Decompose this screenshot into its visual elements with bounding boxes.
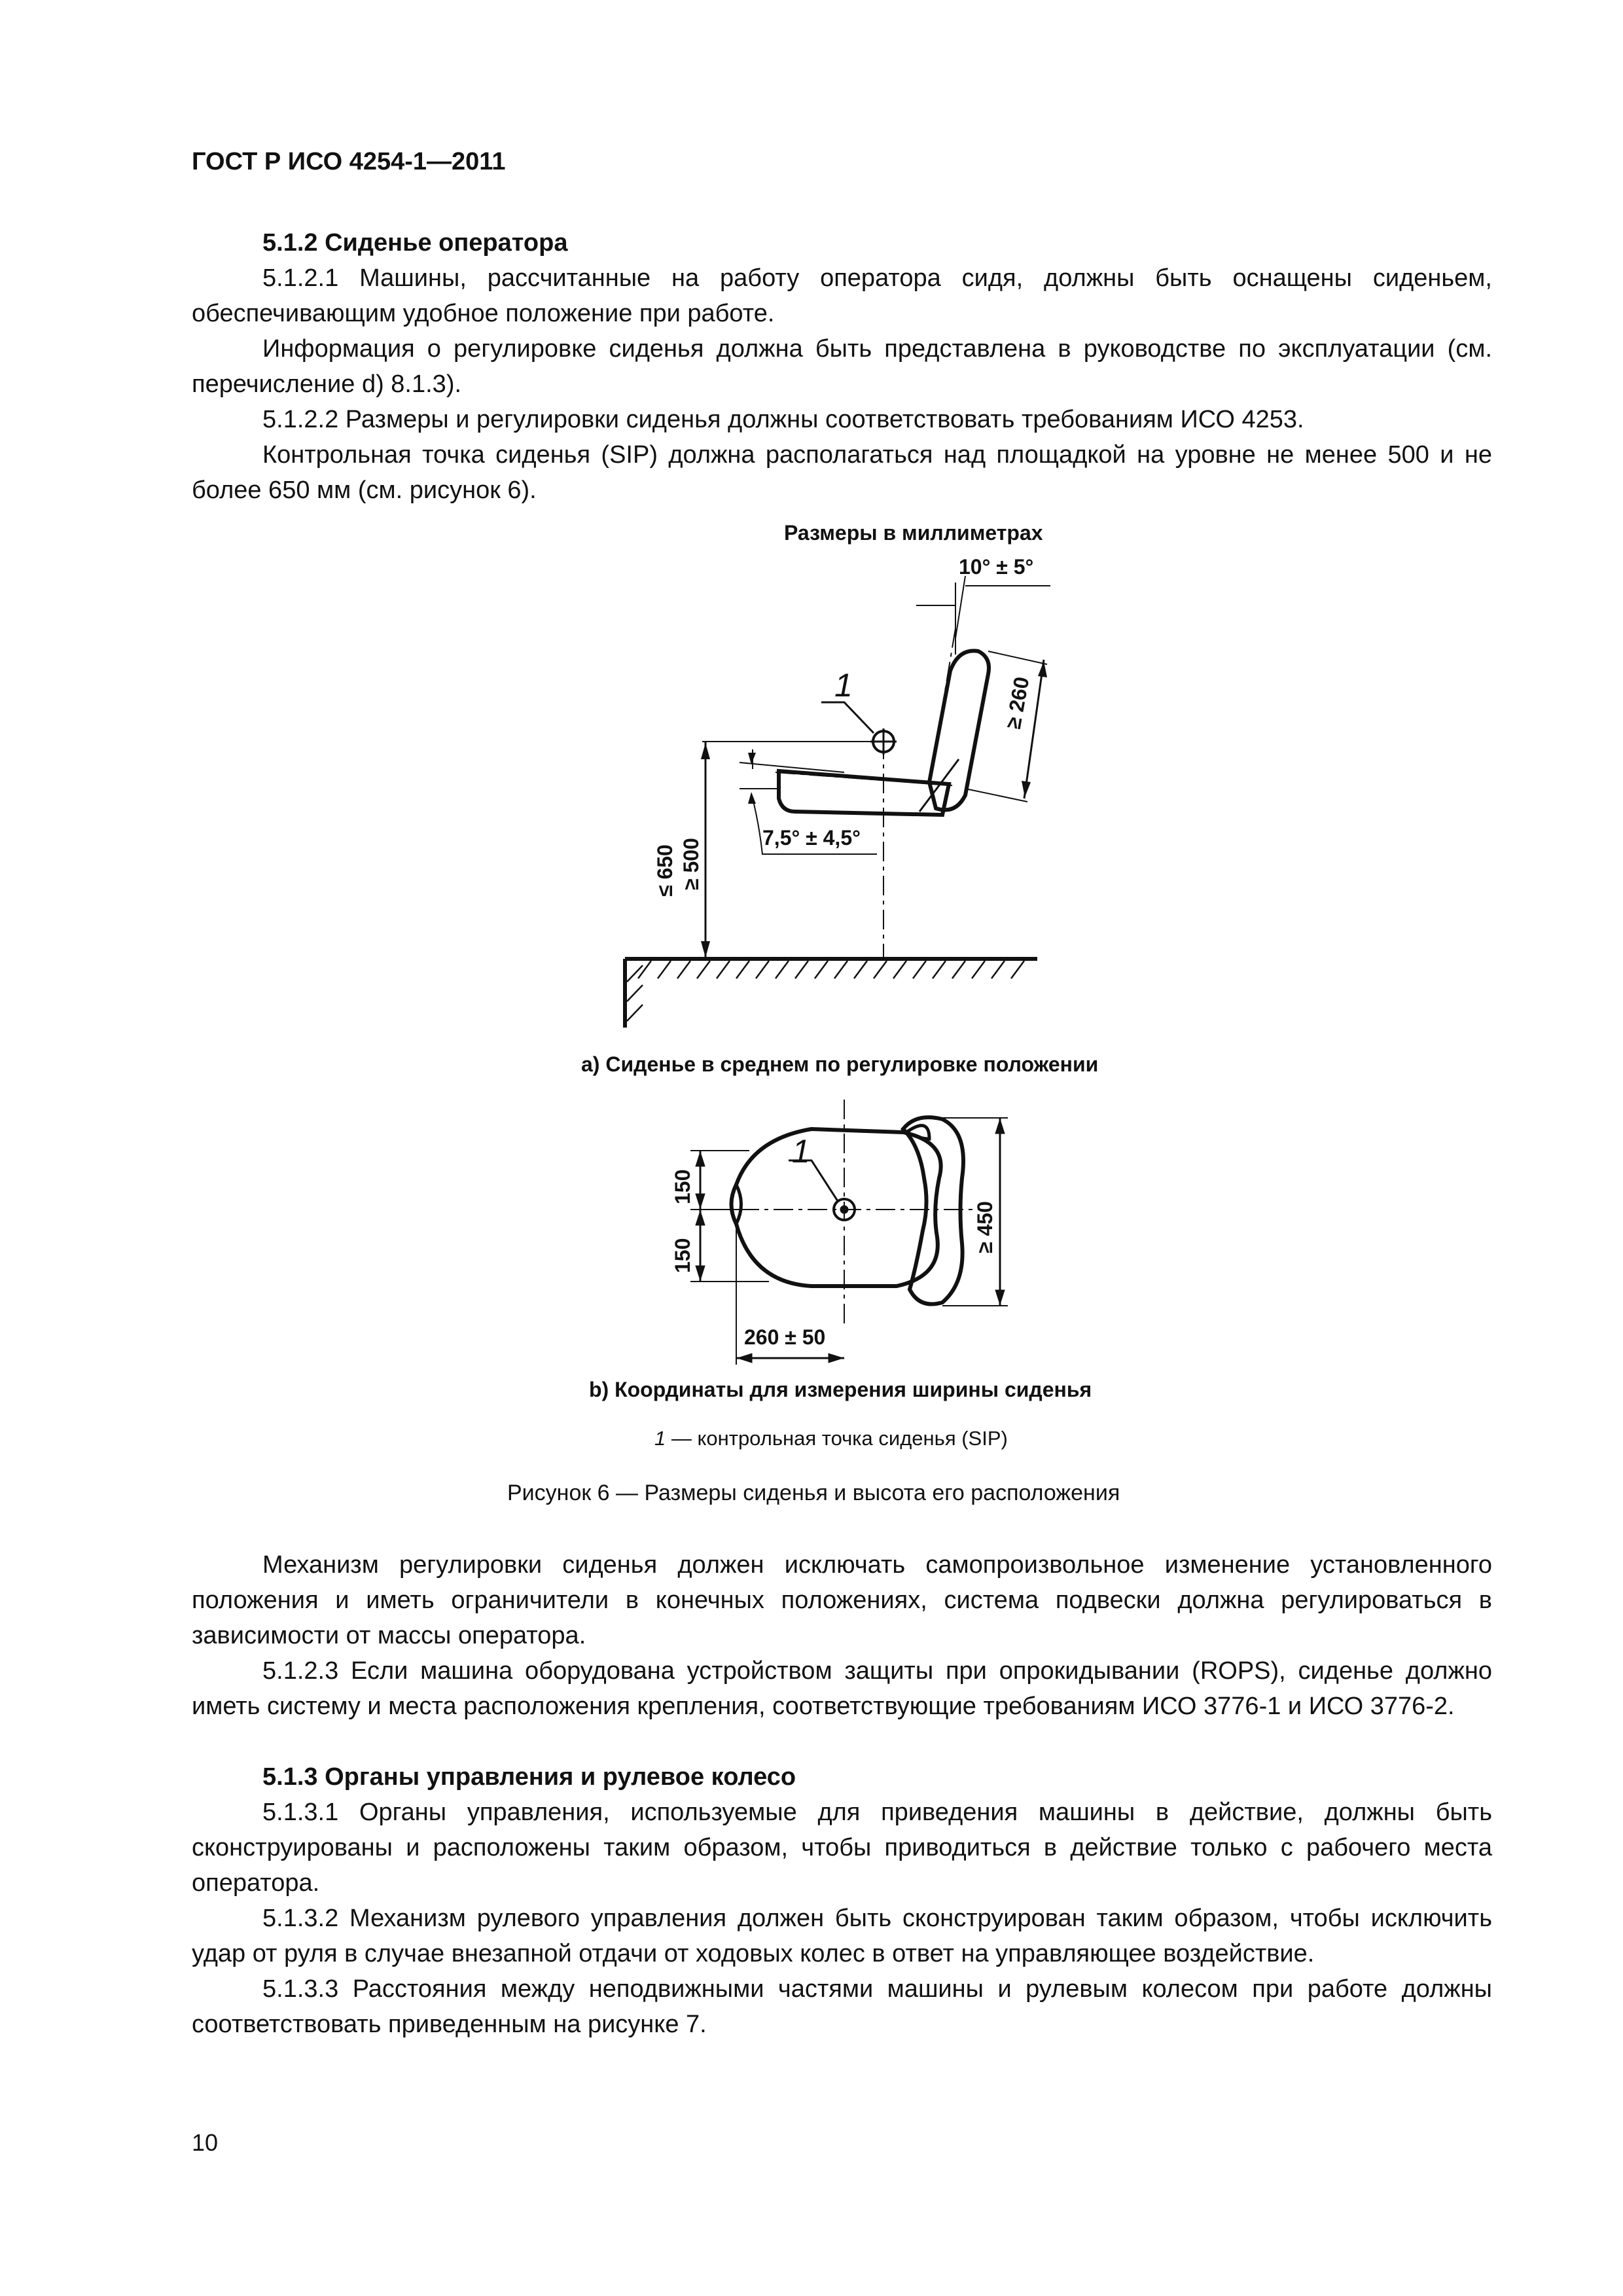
backrest-height-label: ≥ 260	[1001, 675, 1034, 731]
seat-top-outline	[732, 1129, 941, 1286]
paragraph-text: 5.1.3.1 Органы управления, используемые для приведения машины в действие, должны быть сконструированы и расположены таким образом, чтобы приводиться в действие только с рабочего места оператора.	[192, 1799, 1492, 1897]
paragraph-text: 5.1.2.2 Размеры и регулировки сиденья должны соответствовать требованиям ИСО 4253.	[262, 406, 1304, 433]
page-number: 10	[192, 2129, 219, 2156]
section-heading-controls	[192, 1759, 1492, 1795]
figure-caption: Рисунок 6 — Размеры сиденья и высота его расположения	[507, 1480, 1120, 1505]
callout-1-b: 1	[792, 1133, 810, 1170]
legend-number: 1	[654, 1427, 666, 1450]
paragraph-text: Механизм регулировки сиденья должен исключать самопроизвольное изменение установленного положения и иметь ограничители в конечных положениях, система подвески должна регулироваться в зависимости от массы оператора.	[192, 1551, 1492, 1649]
paragraph-text: Контрольная точка сиденья (SIP) должна располагаться над площадкой на уровне не менее 500 и не более 650 мм (см. рисунок 6).	[192, 441, 1492, 504]
width-total-label: ≥ 450	[973, 1201, 997, 1253]
cushion-angle-label: 7,5° ± 4,5°	[762, 826, 861, 850]
paragraph-text: 5.1.3.2 Механизм рулевого управления должен быть сконструирован таким образом, чтобы исключить удар от руля в случае внезапной отдачи от ходовых колес в ответ на управляющее воздействие.	[192, 1905, 1492, 1967]
paragraph-text: Информация о регулировке сиденья должна быть представлена в руководстве по эксплуатации (см. перечисление d) 8.1.3).	[192, 335, 1492, 398]
backrest-angle-label: 10° ± 5°	[959, 555, 1034, 579]
paragraph-5-1-2-3	[192, 1653, 1492, 1724]
figure-legend	[654, 1427, 1008, 1450]
figure-b-label: b) Координаты для измерения ширины сиденья	[589, 1378, 1092, 1401]
section-heading-text: 5.1.3 Органы управления и рулевое колесо	[262, 1763, 796, 1791]
paragraph-text: 5.1.3.3 Расстояния между неподвижными частями машины и рулевым колесом при работе должны соответствовать приведенным на рисунке 7.	[192, 1975, 1492, 2038]
document-code: ГОСТ Р ИСО 4254-1—2011	[192, 148, 506, 175]
ground-hatching	[627, 961, 1024, 1021]
paragraph-5-1-3-2	[192, 1901, 1492, 1971]
depth-label: 260 ± 50	[744, 1325, 826, 1349]
half-width-top-label: 150	[671, 1169, 694, 1204]
figure-units-label: Размеры в миллиметрах	[784, 521, 1043, 545]
height-min-label: ≥ 500	[679, 838, 703, 890]
paragraph-5-1-3-1	[192, 1795, 1492, 1901]
paragraph-5-1-3-3	[192, 1971, 1492, 2042]
figure-a-label: a) Сиденье в среднем по регулировке положении	[581, 1052, 1099, 1076]
legend-text: — контрольная точка сиденья (SIP)	[666, 1427, 1008, 1450]
half-width-bottom-label: 150	[671, 1238, 694, 1273]
paragraph-text: 5.1.2.1 Машины, рассчитанные на работу оператора сидя, должны быть оснащены сиденьем, обеспечивающим удобное положение при работе.	[192, 264, 1492, 327]
seat-cushion	[779, 771, 949, 815]
section-heading-text: 5.1.2 Сиденье оператора	[262, 229, 568, 257]
callout-1-a: 1	[834, 667, 853, 704]
paragraph-mechanism	[192, 1547, 1492, 1653]
height-max-label: ≤ 650	[653, 844, 677, 897]
paragraph-text: 5.1.2.3 Если машина оборудована устройством защиты при опрокидывании (ROPS), сиденье должно иметь систему и места расположения крепления, соответствующие требованиям ИСО 3776-1 и ИСО 3776-2.	[192, 1657, 1492, 1720]
